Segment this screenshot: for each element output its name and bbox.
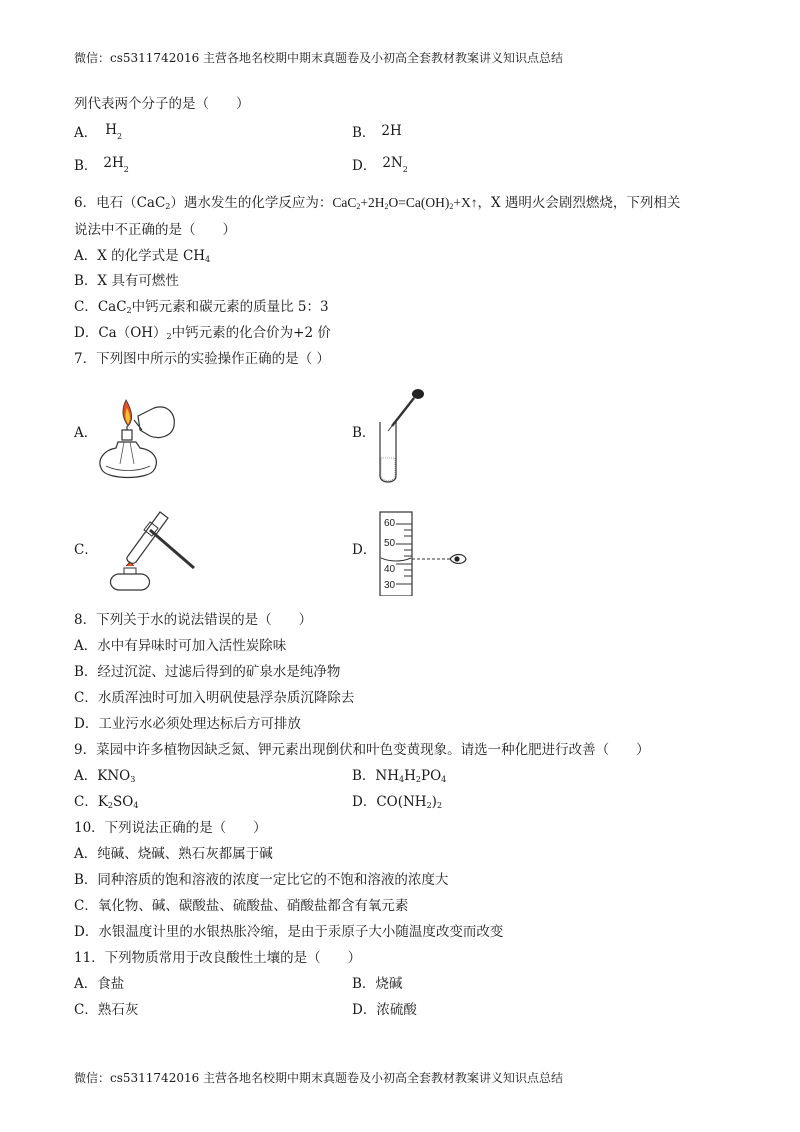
q8-stem: 8．下列关于水的说法错误的是（ ） — [74, 612, 313, 628]
q5-option-c-formula: 2H — [103, 155, 124, 171]
q11-option-d: D．浓硫酸 — [352, 1002, 417, 1018]
page-header: 微信：cs5311742016 主营各地名校期中期末真题卷及小初高全套教材教案讲义知识点总结 — [74, 51, 564, 65]
q10-option-b: B．同种溶质的饱和溶液的浓度一定比它的不饱和溶液的浓度大 — [74, 872, 449, 888]
q8-option-c: C．水质浑浊时可加入明矾使悬浮杂质沉降除去 — [74, 690, 355, 706]
q10-stem: 10．下列说法正确的是（ ） — [74, 820, 267, 836]
q6-tail: ，X 遇明火会剧烈燃烧，下列相关 — [477, 195, 681, 211]
q7-stem: 7．下列图中所示的实验操作正确的是（ ） — [74, 351, 330, 367]
q10-option-d: D．水银温度计里的水银热胀冷缩，是由于汞原子大小随温度改变而改变 — [74, 924, 504, 940]
q5-option-c — [74, 155, 129, 174]
q6-mid: ）遇水发生的化学反应为： — [170, 195, 333, 211]
q10-option-c: C．氧化物、碱、碳酸盐、硫酸盐、硝酸盐都含有氧元素 — [74, 898, 409, 914]
q5-option-d-label: D． — [352, 158, 377, 174]
q6-lead: 6．电石（CaC — [74, 195, 166, 211]
q9-option-b: B．$NH_4H_2PO_4$ — [352, 768, 447, 784]
cyl-tick-30: 30 — [384, 580, 396, 591]
q6-stem-line2: 说法中不正确的是（ ） — [74, 222, 236, 238]
q5-option-a — [74, 122, 123, 141]
q5-option-c-sub: 2 — [123, 165, 129, 174]
q9-stem: 9．菜园中许多植物因缺乏氮、钾元素出现倒伏和叶色变黄现象。请选一种化肥进行改善（ ） — [74, 742, 650, 758]
q9-option-d: D．$CO(NH_2)_2$ — [352, 794, 443, 810]
q5-stem: 列代表两个分子的是（ ） — [74, 96, 250, 112]
q5-option-b-formula: 2H — [381, 123, 402, 139]
q6-option-a: A．X 的化学式是 $CH_4$ — [74, 248, 211, 264]
q6-stem — [74, 196, 680, 211]
alcohol-lamp-lighting-figure — [94, 390, 186, 486]
cyl-tick-50: 50 — [384, 538, 396, 549]
q11-option-b: B．烧碱 — [352, 976, 403, 992]
q11-option-c: C．熟石灰 — [74, 1002, 139, 1018]
q9-option-c: C．$K_2SO_4$ — [74, 794, 139, 810]
cyl-tick-40: 40 — [384, 564, 396, 575]
q5-option-d — [352, 155, 408, 174]
q6-option-d: D．$Ca(OH)_2$中钙元素的化合价为+2 价 — [74, 325, 331, 341]
q6-option-c: C．CaC$_2$中钙元素和碳元素的质量比 5：3 — [74, 299, 329, 315]
q8-option-b: B．经过沉淀、过滤后得到的矿泉水是纯净物 — [74, 664, 341, 680]
q5-option-c-label: B． — [74, 158, 98, 174]
q7-option-c-label: C． — [74, 542, 98, 558]
cyl-tick-60: 60 — [384, 518, 396, 529]
page-footer: 微信：cs5311742016 主营各地名校期中期末真题卷及小初高全套教材教案讲义知识点总结 — [74, 1071, 564, 1085]
q5-option-b — [352, 123, 402, 141]
q10-option-a: A．纯碱、烧碱、熟石灰都属于碱 — [74, 846, 273, 862]
q8-option-d: D．工业污水必须处理达标后方可排放 — [74, 716, 301, 732]
q9-option-a: A．$KNO_3$ — [74, 768, 136, 784]
q11-option-a: A．食盐 — [74, 976, 125, 992]
q5-option-a-formula: H — [105, 122, 118, 138]
q5-option-a-sub: 2 — [117, 132, 123, 141]
heating-test-tube-figure — [90, 500, 200, 592]
q6-sub1: 2 — [165, 202, 171, 211]
q7-option-b-label: B． — [352, 425, 376, 441]
q5-option-b-label: B． — [352, 125, 376, 141]
q7-option-a-label: A． — [74, 425, 98, 441]
graduated-cylinder-reading-figure — [372, 510, 472, 596]
q6-equation: $CaC_2+2H_2O=Ca(OH)_2+X↑$ — [332, 195, 478, 211]
dropper-test-tube-figure — [372, 384, 432, 488]
q11-stem: 11．下列物质常用于改良酸性土壤的是（ ） — [74, 950, 362, 966]
q6-option-b: B．X 具有可燃性 — [74, 273, 179, 289]
q7-option-d-label: D． — [352, 542, 377, 558]
q5-option-d-sub: 2 — [402, 165, 408, 174]
q8-option-a: A．水中有异味时可加入活性炭除味 — [74, 638, 287, 654]
q5-option-a-label: A． — [74, 125, 98, 141]
q5-option-d-formula: 2N — [382, 155, 403, 171]
